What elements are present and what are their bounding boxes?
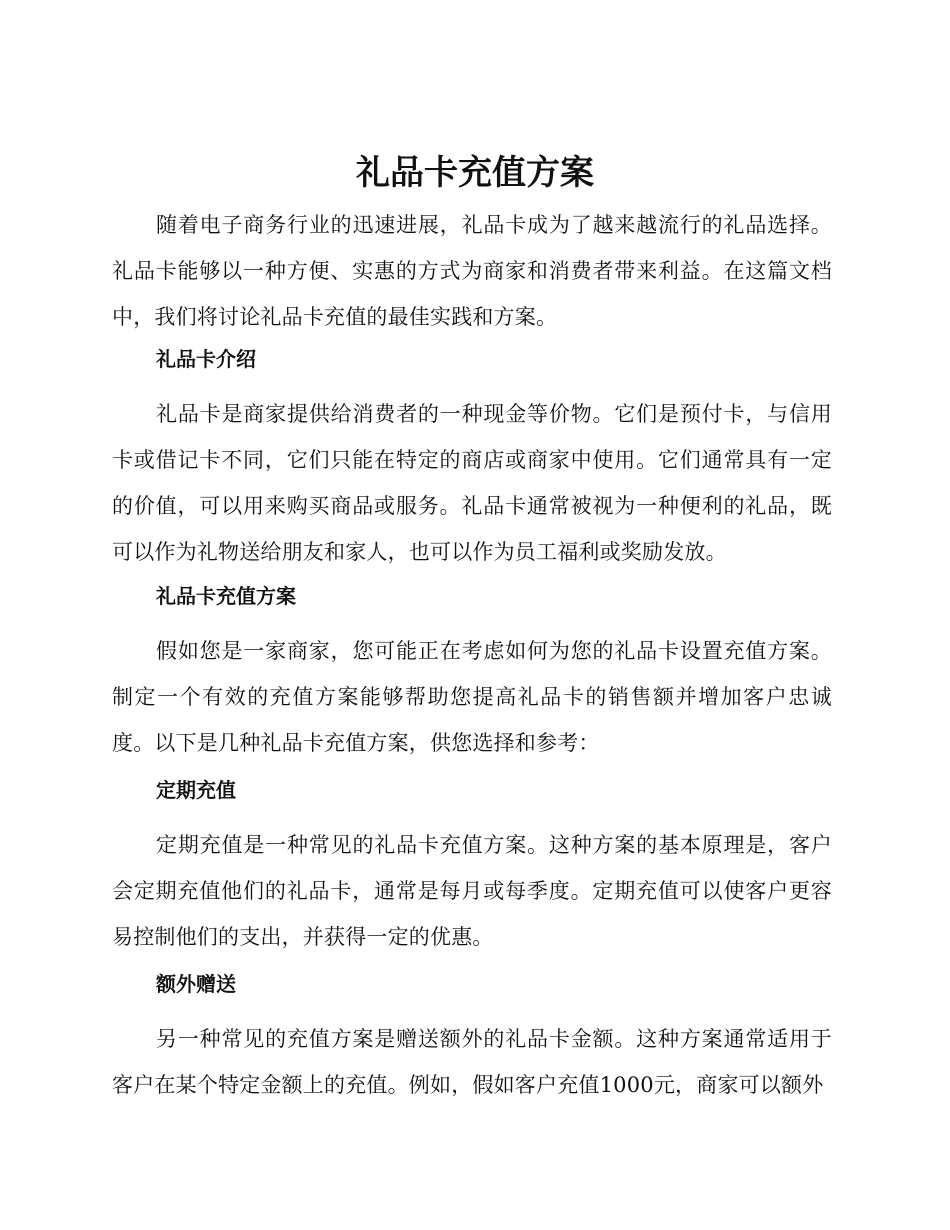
section-heading-gift-card-intro: 礼品卡介绍	[156, 347, 256, 371]
section-body-recharge-plan: 假如您是一家商家，您可能正在考虑如何为您的礼品卡设置充值方案。制定一个有效的充值方案能够帮助您提高礼品卡的销售额并增加客户忠诚度。以下是几种礼品卡充值方案，供您选择和参考：	[112, 639, 832, 755]
section-body-bonus-gift: 另一种常见的充值方案是赠送额外的礼品卡金额。这种方案通常适用于客户在某个特定金额上的充值。例如，假如客户充值1000元，商家可以额外	[112, 1027, 832, 1097]
section-body-gift-card-intro: 礼品卡是商家提供给消费者的一种现金等价物。它们是预付卡，与信用卡或借记卡不同，它们只能在特定的商店或商家中使用。它们通常具有一定的价值，可以用来购买商品或服务。礼品卡通常被视为一种便利的礼品，既可以作为礼物送给朋友和家人，也可以作为员工福利或奖励发放。	[112, 402, 832, 564]
section-body-periodic-recharge: 定期充值是一种常见的礼品卡充值方案。这种方案的基本原理是，客户会定期充值他们的礼品卡，通常是每月或每季度。定期充值可以使客户更容易控制他们的支出，并获得一定的优惠。	[112, 833, 832, 949]
section-heading-periodic-recharge: 定期充值	[156, 778, 236, 802]
section-heading-recharge-plan: 礼品卡充值方案	[156, 584, 296, 608]
document-title: 礼品卡充值方案	[356, 153, 594, 193]
section-heading-bonus-gift: 额外赠送	[156, 972, 236, 996]
intro-paragraph: 随着电子商务行业的迅速进展，礼品卡成为了越来越流行的礼品选择。礼品卡能够以一种方便、实惠的方式为商家和消费者带来利益。在这篇文档中，我们将讨论礼品卡充值的最佳实践和方案。	[112, 213, 832, 329]
